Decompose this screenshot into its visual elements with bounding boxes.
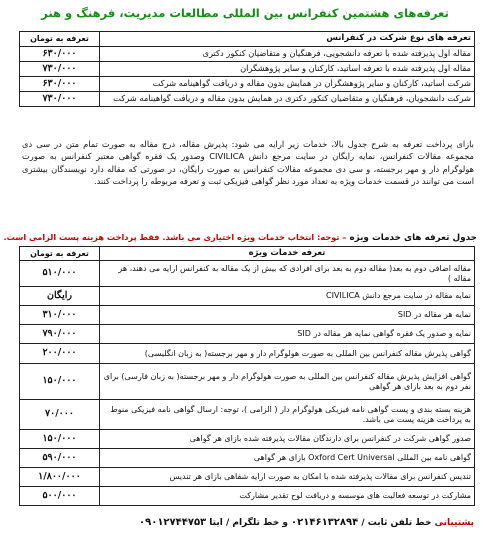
service-description: نمایه و صدور یک فقره گواهی نمایه هر مقاله در SID (100, 325, 475, 344)
service-amount: ۲۰۰/۰۰۰ (20, 344, 100, 364)
special-services-heading (3, 232, 477, 243)
service-amount: ۱۵۰/۰۰۰ (20, 430, 100, 449)
fee-description: شرکت اساتید، کارکنان و سایر پژوهشگران در همایش بدون مقاله و دریافت گواهینامه شرکت (100, 77, 475, 92)
phone-number: ۰۲۱۴۶۱۳۲۸۹۴ (291, 517, 359, 528)
service-amount: ۱/۸۰۰/۰۰۰ (20, 468, 100, 487)
service-description: مشارکت در توسعه فعالیت های موسسه و دریافت لوح تقدیر مشارکت (100, 487, 475, 506)
table-row (20, 400, 475, 430)
table-row (20, 449, 475, 468)
table-row (20, 325, 475, 344)
service-amount: ۷۰/۰۰۰ (20, 400, 100, 430)
table-row (20, 47, 475, 62)
service-description: نمایه مقاله در سایت مرجع دانش CIVILICA (100, 287, 475, 306)
table-row (20, 487, 475, 506)
service-amount: ۱۵۰/۰۰۰ (20, 364, 100, 400)
table-row (20, 430, 475, 449)
table-row (20, 92, 475, 107)
special-heading-text: جدول تعرفه های خدمات ویژه (349, 233, 477, 243)
table-header-desc: تعرفه خدمات ویژه (100, 247, 475, 261)
table-header-desc: تعرفه های نوع شرکت در کنفرانس (100, 32, 475, 47)
service-description: گواهی نامه بین المللی Oxford Cert Universal بازای هر گواهی (100, 449, 475, 468)
table-row (20, 77, 475, 92)
support-label: پشتیبانی (434, 518, 474, 528)
support-contact (19, 517, 474, 528)
table-header-amount: تعرفه به تومان (20, 247, 100, 261)
service-amount: ۵۱۰/۰۰۰ (20, 261, 100, 287)
service-description: تندیس کنفرانس برای مقالات پذیرفته شده با امکان به صورت ارایه شفاهی بازای هر تندیس (100, 468, 475, 487)
services-paragraph: بازای پرداخت تعرفه به شرح جدول بالا، خدمات زیر ارایه می شود: پذیرش مقاله، درج مقاله به صورت تمام متن در سی دی مجموعه مقالات کنفرانس، نمایه رایگان در سایت مرجع دانش CIVILICA وصدور یک فقره گواهی معتبر کنفرانس به صورت هولوگرام دار و مهر برجسته، و سی دی مجموعه مقالات کنفرانس به صورت رایگان، در صورتی که مقاله دارد نویسندگان بیشتری است می توانند در قسمت خدمات ویژه به تعداد مورد نظر گواهی فیزیکی ثبت و تعرفه مربوطه را پرداخت کنند. (22, 139, 474, 187)
special-services-table (19, 246, 475, 506)
service-description: مقاله اضافی دوم به بعد( مقاله دوم به بعد برای افرادی که بیش از یک مقاله به کنفرانس ارایه می دهند، هر مقاله ) (100, 261, 475, 287)
fee-description: مقاله اول پذیرفته شده با تعرفه دانشجویی، فرهنگیان و متقاضیان کنکور دکتری (100, 47, 475, 62)
special-note: – توجه: انتخاب خدمات ویژه اختیاری می باشد. فقط پرداخت هزینه پست الزامی است. (3, 232, 347, 242)
table-row (20, 364, 475, 400)
mobile-number: ۰۹۰۱۲۷۴۴۷۵۳ (139, 517, 207, 528)
fee-amount: ۷۳۰/۰۰۰ (20, 92, 100, 107)
service-description: نمایه هر مقاله در SID (100, 306, 475, 325)
table-row (20, 468, 475, 487)
phone-label: خط تلفن ثابت / (358, 518, 435, 528)
fee-amount: ۶۳۰/۰۰۰ (20, 47, 100, 62)
mobile-label: و خط تلگرام / ایتا (206, 518, 292, 528)
fee-description: مقاله اول پذیرفته شده با تعرفه اساتید، کارکنان و سایر پژوهشگران (100, 62, 475, 77)
service-amount: ۵۰۰/۰۰۰ (20, 487, 100, 506)
fee-description: شرکت دانشجویان، فرهنگیان و متقاضیان کنکور دکتری در همایش بدون مقاله و دریافت گواهینامه شرکت (100, 92, 475, 107)
fee-amount: ۶۳۰/۰۰۰ (20, 77, 100, 92)
table-header-amount: تعرفه به تومان (20, 32, 100, 47)
table-header-row (20, 32, 475, 47)
table-row (20, 306, 475, 325)
table-row (20, 62, 475, 77)
table-header-row (20, 247, 475, 261)
service-amount: رایگان (20, 287, 100, 306)
table-row (20, 261, 475, 287)
service-amount: ۳۱۰/۰۰۰ (20, 306, 100, 325)
service-amount: ۷۹۰/۰۰۰ (20, 325, 100, 344)
participation-fee-table (19, 31, 475, 107)
table-row (20, 344, 475, 364)
table-row (20, 287, 475, 306)
service-description: صدور گواهی شرکت در کنفرانس برای دارندگان مقالات پذیرفته شده بازای هر گواهی (100, 430, 475, 449)
service-description: گواهی پذیرش مقاله کنفرانس بین المللی به صورت هولوگرام دار و مهر برجسته( به زبان انگلیسی) (100, 344, 475, 364)
fee-amount: ۷۳۰/۰۰۰ (20, 62, 100, 77)
page-title: تعرفه‌های هشتمین کنفرانس بین المللی مطالعات مدیریت، فرهنگ و هنر (41, 6, 449, 20)
service-description: هزینه بسته بندی و پست گواهی نامه فیزیکی هولوگرام دار ( الزامی )، توجه: ارسال گواهی نامه فیزیکی منوط به پرداخت هزینه پست می باشد. (100, 400, 475, 430)
service-description: گواهی افزایش پذیرش مقاله کنفرانس بین المللی به صورت هولوگرام دار و مهر برجسته( به زبان فارسی) برای نفر دوم به بعد بازای هر گواهی (100, 364, 475, 400)
service-amount: ۵۹۰/۰۰۰ (20, 449, 100, 468)
